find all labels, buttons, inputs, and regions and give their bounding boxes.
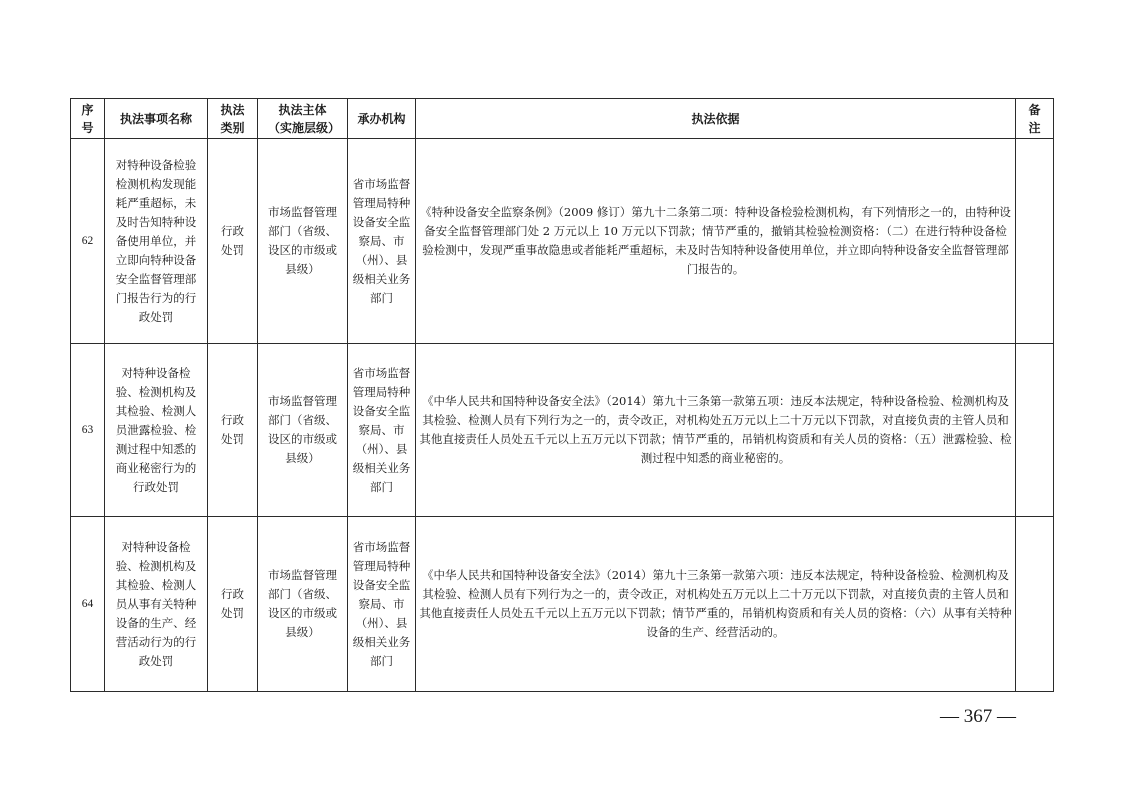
row-subject: 市场监督管理部门（省级、设区的市级或县级） — [258, 139, 348, 344]
row-basis: 《中华人民共和国特种设备安全法》（2014）第九十三条第一款第五项：违反本法规定，特种设备检验、检测机构及其检验、检测人员有下列行为之一的，责令改正，对机构处五万元以上二十万元以下罚款，对直接负责的主管人员和其他直接责任人员处五千元以上五万元以下罚款；情节严重的，吊销机构资质和有关人员的资格：（五）泄露检验、检测过程中知悉的商业秘密的。 — [416, 344, 1016, 517]
table-header-row — [71, 99, 1054, 139]
header-name: 执法事项名称 — [105, 99, 208, 139]
row-subject: 市场监督管理部门（省级、设区的市级或县级） — [258, 517, 348, 692]
table-row — [71, 139, 1054, 344]
page-number: — 367 — — [940, 706, 1016, 727]
row-seq: 62 — [71, 139, 105, 344]
row-category: 行政处罚 — [208, 344, 258, 517]
row-category: 行政处罚 — [208, 139, 258, 344]
header-subject: 执法主体（实施层级） — [258, 99, 348, 139]
header-basis: 执法依据 — [416, 99, 1016, 139]
row-category: 行政处罚 — [208, 517, 258, 692]
row-agency: 省市场监督管理局特种设备安全监察局、市（州）、县级相关业务部门 — [348, 517, 416, 692]
row-agency: 省市场监督管理局特种设备安全监察局、市（州）、县级相关业务部门 — [348, 344, 416, 517]
row-basis: 《中华人民共和国特种设备安全法》（2014）第九十三条第一款第六项：违反本法规定，特种设备检验、检测机构及其检验、检测人员有下列行为之一的，责令改正，对机构处五万元以上二十万元以下罚款，对直接负责的主管人员和其他直接责任人员处五千元以上五万元以下罚款；情节严重的，吊销机构资质和有关人员的资格：（六）从事有关特种设备的生产、经营活动的。 — [416, 517, 1016, 692]
row-item-name: 对特种设备检验、检测机构及其检验、检测人员从事有关特种设备的生产、经营活动行为的行政处罚 — [105, 517, 208, 692]
row-basis: 《特种设备安全监察条例》（2009 修订）第九十二条第二项：特种设备检验检测机构，有下列情形之一的，由特种设备安全监督管理部门处 2 万元以上 10 万元以下罚款；情节严重的，撤销其检验检测资格：（二）在进行特种设备检验检测中，发现严重事故隐患或者能耗严重超标，未及时告知特种设备使用单位，并立即向特种设备安全监督管理部门报告的。 — [416, 139, 1016, 344]
enforcement-table — [70, 98, 1054, 692]
row-subject: 市场监督管理部门（省级、设区的市级或县级） — [258, 344, 348, 517]
header-agency: 承办机构 — [348, 99, 416, 139]
row-remark — [1016, 517, 1054, 692]
row-remark — [1016, 139, 1054, 344]
row-seq: 64 — [71, 517, 105, 692]
row-remark — [1016, 344, 1054, 517]
header-category: 执法类别 — [208, 99, 258, 139]
header-remark: 备注 — [1016, 99, 1054, 139]
row-agency: 省市场监督管理局特种设备安全监察局、市（州）、县级相关业务部门 — [348, 139, 416, 344]
table-row — [71, 344, 1054, 517]
row-item-name: 对特种设备检验、检测机构及其检验、检测人员泄露检验、检测过程中知悉的商业秘密行为的行政处罚 — [105, 344, 208, 517]
table-row — [71, 517, 1054, 692]
row-seq: 63 — [71, 344, 105, 517]
row-item-name: 对特种设备检验检测机构发现能耗严重超标，未及时告知特种设备使用单位，并立即向特种设备安全监督管理部门报告行为的行政处罚 — [105, 139, 208, 344]
header-seq: 序号 — [71, 99, 105, 139]
